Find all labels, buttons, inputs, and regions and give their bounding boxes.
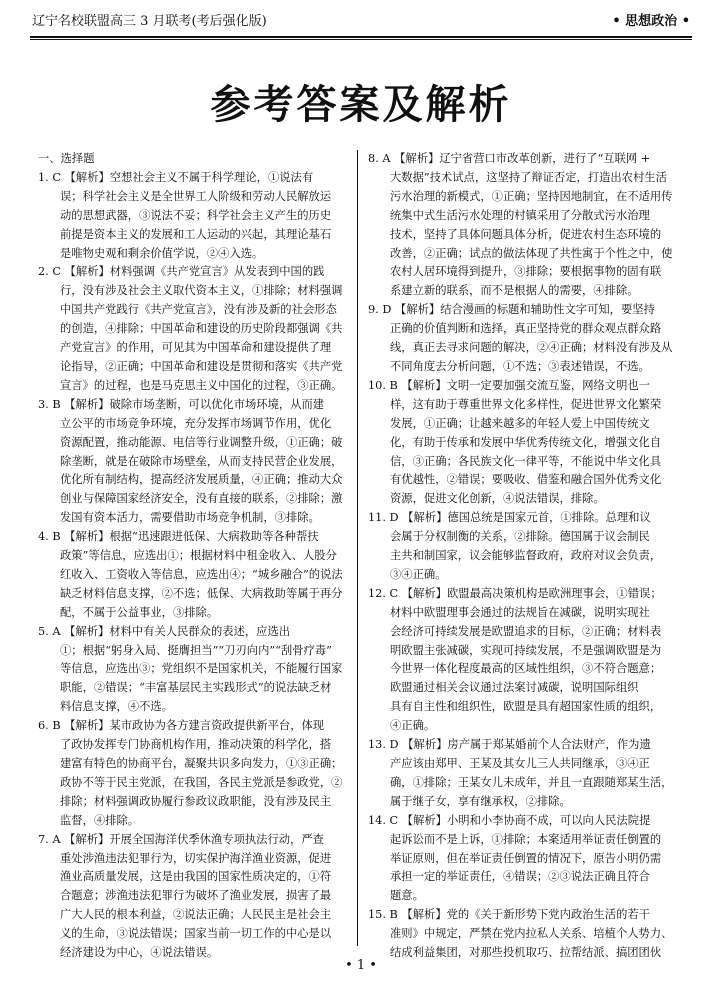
text-line: ③④正确。 <box>390 567 447 581</box>
text-line: 资源，促进文化创新，④说法错误，排除。 <box>390 492 605 506</box>
text-line: 中国共产党践行《共产党宣言》，没有涉及新的社会形态 <box>60 303 337 317</box>
text-line: 发展，①正确；让越来越多的年轻人爱上中国传统文 <box>390 416 650 430</box>
text-line: 农村人居环境得到提升，③排除；要根据事物的固有联 <box>390 265 662 279</box>
text-line: 动的思想武器，③说法不妥；科学社会主义产生的历史 <box>60 208 332 222</box>
text-line: 改善，②正确；试点的做法体现了共性寓于个性之中，使 <box>390 246 673 260</box>
page-title: 参考答案及解析 <box>210 82 512 128</box>
text-line: 资源配置，推动能源、电信等行业调整升级，①正确；破 <box>60 435 343 449</box>
text-line: 会经济可持续发展是欧盟追求的目标，②正确；材料表 <box>390 624 662 638</box>
text-line: 前提是资本主义的发展和工人运动的兴起，其理论基石 <box>60 227 332 241</box>
text-line: 发国有资本活力，需要借助市场竞争机制，③排除。 <box>60 511 320 525</box>
text-line: 行，没有涉及社会主义取代资本主义，①排除；材料强调 <box>60 284 343 298</box>
text-line: 监督，④排除。 <box>60 813 140 827</box>
text-line: 7. A 【解析】开展全国海洋伏季休渔专项执法行动，严查 <box>38 832 324 846</box>
text-line: 承担一定的举证责任，④错误；②③说法正确且符合 <box>390 870 650 884</box>
text-line: 缺乏材料信息支撑，②不选；低保、大病救助等属于再分 <box>60 586 343 600</box>
text-line: 线，真正去寻求问题的解决，②④正确；材料没有涉及从 <box>390 341 673 355</box>
subject-label: • 思想政治 • <box>612 14 690 29</box>
text-line: 配，不属于公益事业，③排除。 <box>60 605 219 619</box>
text-line: 不同角度去分析问题，①不选；③表述错误，不选。 <box>390 359 650 373</box>
text-line: 结成利益集团，对那些投机取巧、拉帮结派、搞团团伙 <box>390 946 662 960</box>
text-line: 3. B 【解析】破除市场垄断，可以优化市场环境，从而建 <box>38 397 325 411</box>
text-line: 明欧盟主张减碳，实现可持续发展，不是强调欧盟是为 <box>390 643 662 657</box>
text-line: 材料中欧盟理事会通过的法规旨在减碳，说明实现社 <box>390 605 650 619</box>
page-header <box>30 10 692 34</box>
text-line: 产党宣言》的作用，可见其为中国革命和建设提供了理 <box>60 341 332 355</box>
text-line: 9. D 【解析】结合漫画的标题和辅助性文字可知，要坚持 <box>368 303 655 317</box>
text-line: 技术，坚持了具体问题具体分析，促进农村生态环境的 <box>390 227 662 241</box>
text-line: ①；根据“躬身入局、挺膺担当”“刀刃向内”“刮骨疗毒” <box>60 643 332 657</box>
right-column <box>368 150 675 963</box>
text-line: 职能，②错误；“丰富基层民主实践形式”的说法缺乏材 <box>60 681 332 695</box>
text-line: 14. C 【解析】小明和小李协商不成，可以向人民法院提 <box>368 813 651 827</box>
text-line: 广大人民的根本利益，②说法正确；人民民主是社会主 <box>60 908 332 922</box>
column-divider <box>357 150 358 946</box>
text-line: 宣言》的过程，也是马克思主义中国化的过程，③正确。 <box>60 378 343 392</box>
text-line: 样，这有助于尊重世界文化多样性，促进世界文化繁荣 <box>390 397 662 411</box>
text-line: 10. B 【解析】文明一定要加强交流互鉴，网络文明也一 <box>368 378 650 392</box>
text-line: 准则》中规定，严禁在党内拉私人关系、培植个人势力、 <box>390 927 673 941</box>
text-line: 8. A 【解析】辽宁省营口市改革创新，进行了“互联网 + <box>368 152 651 165</box>
text-line: 立公平的市场竞争环境，充分发挥市场调节作用，优化 <box>60 416 332 430</box>
text-line: 的创造，④排除；中国革命和建设的历史阶段都强调《共 <box>60 322 343 336</box>
text-line: 料信息支撑，④不选。 <box>60 700 173 714</box>
text-line: 举证原则，但在举证责任倒置的情况下，原告小明仍需 <box>390 851 662 865</box>
text-line: 13. D 【解析】房产属于郑某婚前个人合法财产，作为遗 <box>368 738 651 752</box>
text-line: 12. C 【解析】欧盟最高决策机构是欧洲理事会，①错误； <box>368 586 662 600</box>
text-line: 大数据”技术试点，这坚持了辩证否定，打造出农村生活 <box>390 170 667 184</box>
text-line: 统集中式生活污水处理的村镇采用了分散式污水治理 <box>390 208 650 222</box>
text-line: 属于继子女，享有继承权，②排除。 <box>390 794 571 808</box>
text-line: 论指导，②正确；中国革命和建设是贯彻和落实《共产党 <box>60 359 343 373</box>
text-line: 政协不等于民主党派，在我国，各民主党派是参政党，② <box>60 775 343 789</box>
text-line: 会属于分权制衡的关系，②排除。德国属于议会制民 <box>390 530 650 544</box>
text-line: 渔业高质量发展，这是由我国的国家性质决定的，①符 <box>60 870 332 884</box>
page-number: • 1 • <box>345 958 377 973</box>
text-line: 除垄断，就是在破除市场壁垒，从而支持民营企业发展， <box>60 454 343 468</box>
text-line: 5. A 【解析】材料中有关人民群众的表述，应选出 <box>38 624 291 638</box>
text-line: 义的生命，③说法错误；国家当前一切工作的中心是以 <box>60 927 332 941</box>
text-line: 起诉讼而不是上诉，①排除；本案适用举证责任倒置的 <box>390 832 662 846</box>
text-line: 确，①排除；王某女儿未成年，并且一直跟随郑某生活， <box>390 775 673 789</box>
text-line: 是唯物史观和剩余价值学说，②④入选。 <box>60 246 264 260</box>
text-line: 误；科学社会主义是全世界工人阶级和劳动人民解放运 <box>60 189 332 203</box>
text-line: 今世界一体化程度最高的区域性组织，③不符合题意； <box>390 662 662 676</box>
text-line: 排除；材料强调政协履行参政议政职能，没有涉及民主 <box>60 794 332 808</box>
text-line: 11. D 【解析】德国总统是国家元首，①排除。总理和议 <box>368 511 651 525</box>
header-rule-thin <box>30 39 692 40</box>
text-line: 经济建设为中心，④说法错误。 <box>60 946 219 960</box>
text-line: 污水治理的新模式，①正确；坚持因地制宜，在不适用传 <box>390 189 673 203</box>
text-line: 2. C 【解析】材料强调《共产党宣言》从发表到中国的践 <box>38 265 325 279</box>
text-line: 1. C 【解析】空想社会主义不属于科学理论，①说法有 <box>38 170 314 184</box>
text-line: 了政协发挥专门协商机构作用，推动决策的科学化，搭 <box>60 738 332 752</box>
header-rule-thick <box>30 36 692 38</box>
text-line: 建富有特色的协商平台，凝聚共识多向发力，①③正确； <box>60 757 343 770</box>
text-line: 15. B 【解析】党的《关于新形势下党内政治生活的若干 <box>368 908 650 922</box>
text-line: 一、选择题 <box>38 152 95 165</box>
text-line: 有优越性，②错误；要吸收、借鉴和融合国外优秀文化 <box>390 473 662 487</box>
text-line: 产应该由郑甲、王某及其女儿三人共同继承，③④正 <box>390 757 650 770</box>
text-line: 题意。 <box>390 889 424 903</box>
text-line: 政策”等信息，应选出①；根据材料中租金收入、人股分 <box>60 549 337 563</box>
text-line: ④正确。 <box>390 719 436 733</box>
text-line: 正确的价值判断和选择，真正坚持党的群众观点群众路 <box>390 322 662 336</box>
text-line: 6. B 【解析】某市政协为各方建言资政提供新平台，体现 <box>38 719 325 733</box>
exam-title: 辽宁名校联盟高三 3 月联考(考后强化版) <box>32 14 267 29</box>
text-line: 信，③正确；各民族文化一律平等，不能说中华文化具 <box>390 454 662 468</box>
text-line: 红收入、工资收入等信息，应选出④；“城乡融合”的说法 <box>60 567 343 581</box>
left-column <box>38 150 345 963</box>
text-line: 主共和制国家，议会能够监督政府，政府对议会负责， <box>390 549 662 563</box>
text-line: 系建立新的联系，而不是根据人的需要，④排除。 <box>390 284 639 298</box>
text-line: 重处涉渔违法犯罪行为，切实保护海洋渔业资源，促进 <box>60 851 332 865</box>
text-line: 具有自主性和组织性，欧盟是具有超国家性质的组织， <box>390 700 662 714</box>
text-line: 创业与保障国家经济安全，没有直接的联系，②排除；激 <box>60 492 343 506</box>
text-line: 优化所有制结构，提高经济发展质量，④正确；推动大众 <box>60 473 343 487</box>
text-line: 化，有助于传承和发展中华优秀传统文化，增强文化自 <box>390 435 662 449</box>
text-line: 4. B 【解析】根据“迅速跟进低保、大病救助等各种帮扶 <box>38 530 319 544</box>
text-line: 合题意；涉渔违法犯罪行为破坏了渔业发展，损害了最 <box>60 889 332 903</box>
text-line: 欧盟通过相关会议通过法案讨减碳，说明国际组织 <box>390 681 639 695</box>
text-line: 等信息，应选出③；党组织不是国家机关，不能履行国家 <box>60 662 343 676</box>
